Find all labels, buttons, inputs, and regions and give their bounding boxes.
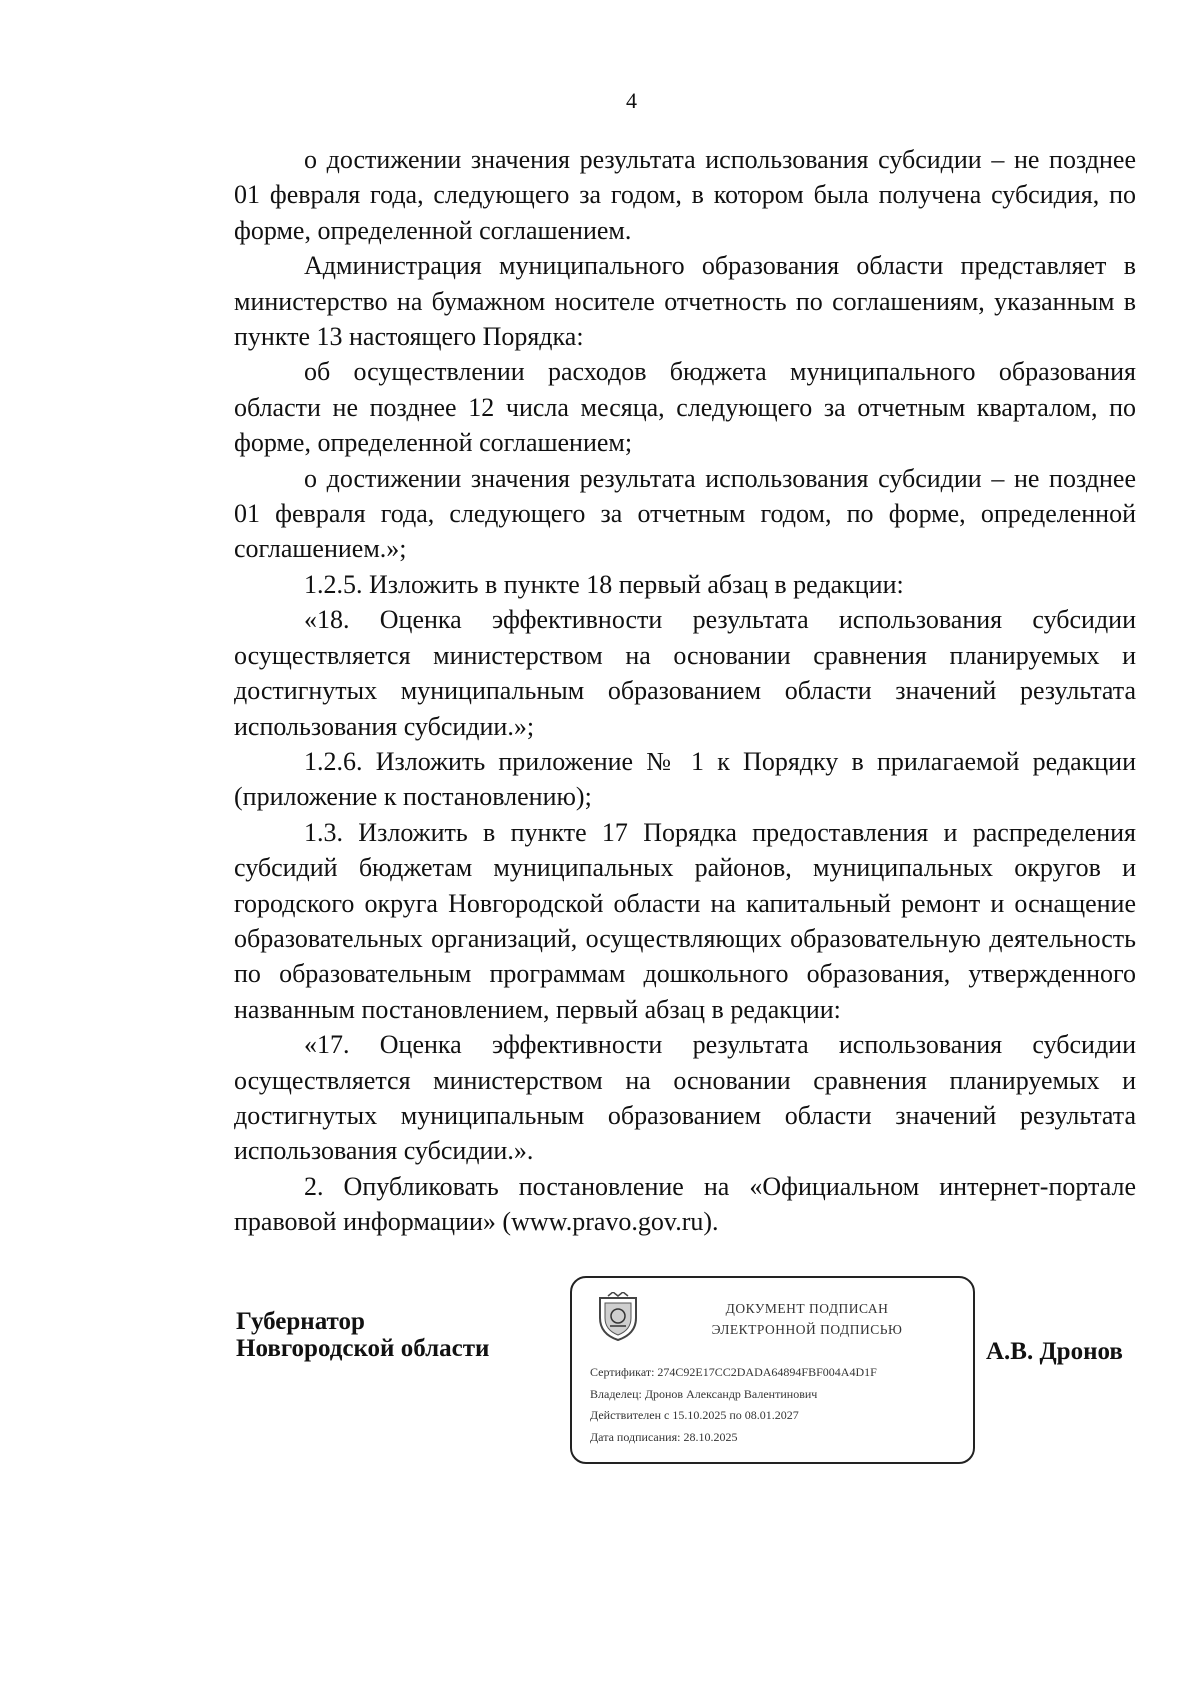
paragraph-1: о достижении значения результата использования субсидии – не позднее 01 февраля года, следующего за годом, в котором была получена субсидия, по форме, определенной соглашением.	[234, 145, 1136, 245]
paragraph-4: о достижении значения результата использования субсидии – не позднее 01 февраля года, следующего за отчетным годом, по форме, определенной соглашением.»;	[234, 463, 1136, 564]
stamp-owner: Владелец: Дронов Александр Валентинович	[590, 1386, 818, 1401]
paragraph-9: «17. Оценка эффективности результата использования субсидии осуществляется министерством на основании сравнения планируемых и достигнутых муниципальным образованием области значений результата использования субсидии.».	[234, 1030, 1136, 1166]
signer-title-line-2: Новгородской области	[236, 1335, 490, 1362]
coat-of-arms-icon	[596, 1292, 640, 1342]
paragraph-2: Администрация муниципального образования области представляет в министерство на бумажном носителе отчетность по соглашениям, указанным в пункте 13 настоящего Порядка:	[234, 251, 1136, 352]
page-number: 4	[626, 88, 637, 113]
stamp-header	[682, 1298, 932, 1340]
stamp-header-line-1: ДОКУМЕНТ ПОДПИСАН	[725, 1301, 889, 1316]
document-body	[234, 142, 1136, 1240]
signer-title-line-1: Губернатор	[236, 1308, 365, 1335]
stamp-header-line-2: ЭЛЕКТРОННОЙ ПОДПИСЬЮ	[711, 1322, 903, 1337]
stamp-details	[590, 1362, 970, 1448]
paragraph-8: 1.3. Изложить в пункте 17 Порядка предоставления и распределения субсидий бюджетам муниципальных районов, муниципальных округов и городского округа Новгородской области на капитальный ремонт и оснащение образовательных организаций, осуществляющих образовательную деятельность по образовательным программам дошкольного образования, утвержденного названным постановлением, первый абзац в редакции:	[234, 817, 1136, 1024]
signer-title	[236, 1308, 489, 1362]
paragraph-7: 1.2.6. Изложить приложение № 1 к Порядку в прилагаемой редакции (приложение к постановлению);	[234, 746, 1136, 812]
stamp-validity: Действителен с 15.10.2025 по 08.01.2027	[590, 1408, 799, 1422]
paragraph-10: 2. Опубликовать постановление на «Официальном интернет-портале правовой информации» (www.pravo.gov.ru).	[234, 1171, 1136, 1237]
paragraph-5: 1.2.5. Изложить в пункте 18 первый абзац в редакции:	[304, 569, 904, 599]
stamp-certificate: Сертификат: 274C92E17CC2DADA64894FBF004A4D1F	[590, 1365, 877, 1379]
signer-name: А.В. Дронов	[986, 1338, 1123, 1365]
paragraph-6: «18. Оценка эффективности результата использования субсидии осуществляется министерством на основании сравнения планируемых и достигнутых муниципальным образованием области значений результата использования субсидии.»;	[234, 605, 1136, 741]
electronic-signature-stamp	[570, 1276, 975, 1464]
stamp-signed-date: Дата подписания: 28.10.2025	[590, 1429, 738, 1444]
paragraph-3: об осуществлении расходов бюджета муниципального образования области не позднее 12 числа месяца, следующего за отчетным кварталом, по форме, определенной соглашением;	[234, 357, 1136, 458]
